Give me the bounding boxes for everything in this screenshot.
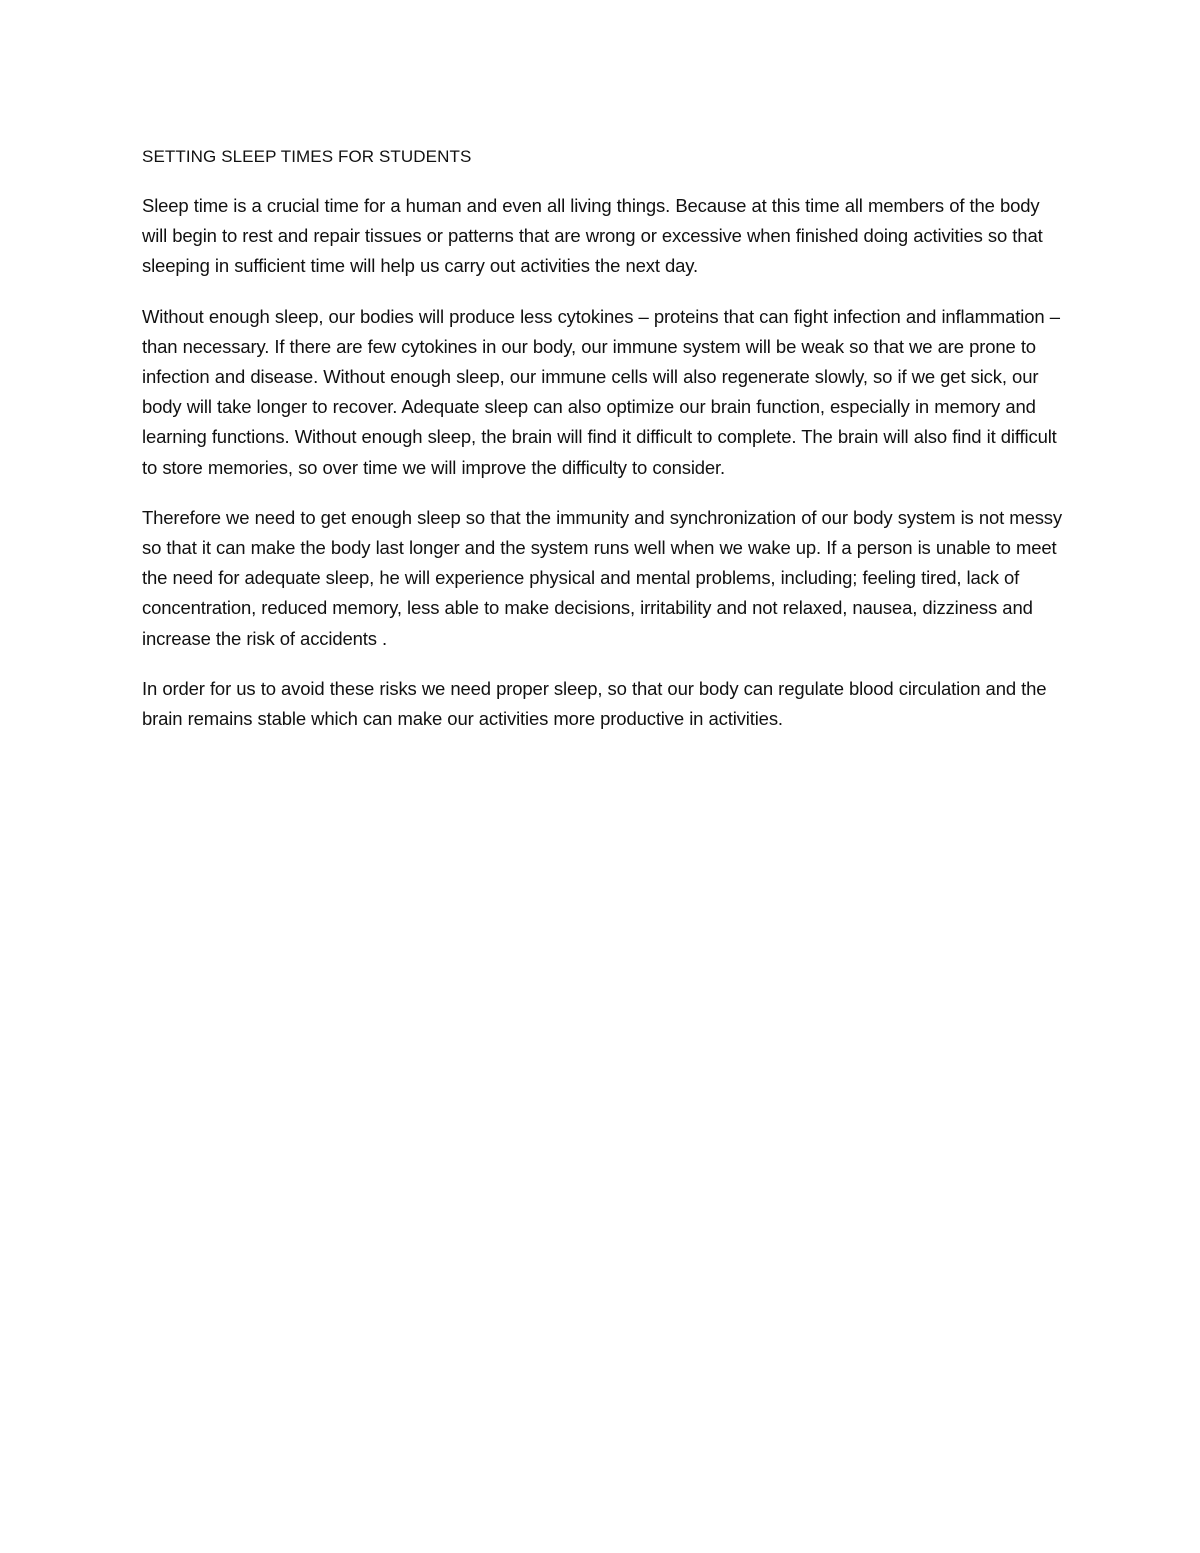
paragraph-1: Sleep time is a crucial time for a human and even all living things. Because at this time all members of the body will begin to rest and repair tissues or patterns that are wrong or excessive when finished doing activities so that sleeping in sufficient time will help us carry out activities the next day. bbox=[142, 195, 1043, 277]
paragraph-3: Therefore we need to get enough sleep so that the immunity and synchronization of our body system is not messy so that it can make the body last longer and the system runs well when we wake up. If a person is unable to meet the need for adequate sleep, he will experience physical and mental problems, including; feeling tired, lack of concentration, reduced memory, less able to make decisions, irritability and not relaxed, nausea, dizziness and increase the risk of accidents . bbox=[142, 506, 1063, 649]
paragraph-4: In order for us to avoid these risks we need proper sleep, so that our body can regulate blood circulation and the brain remains stable which can make our activities more productive in activities. bbox=[142, 677, 1047, 730]
document-title: SETTING SLEEP TIMES FOR STUDENTS bbox=[142, 147, 472, 166]
paragraph-2: Without enough sleep, our bodies will produce less cytokines – proteins that can fight infection and inflammation – than necessary. If there are few cytokines in our body, our immune system will be weak so that we are prone to infection and disease. Without enough sleep, our immune cells will also regenerate slowly, so if we get sick, our body will take longer to recover. Adequate sleep can also optimize our brain function, especially in memory and learning functions. Without enough sleep, the brain will find it difficult to complete. The brain will also find it difficult to store memories, so over time we will improve the difficulty to consider. bbox=[142, 305, 1060, 478]
document-body bbox=[142, 145, 1062, 754]
